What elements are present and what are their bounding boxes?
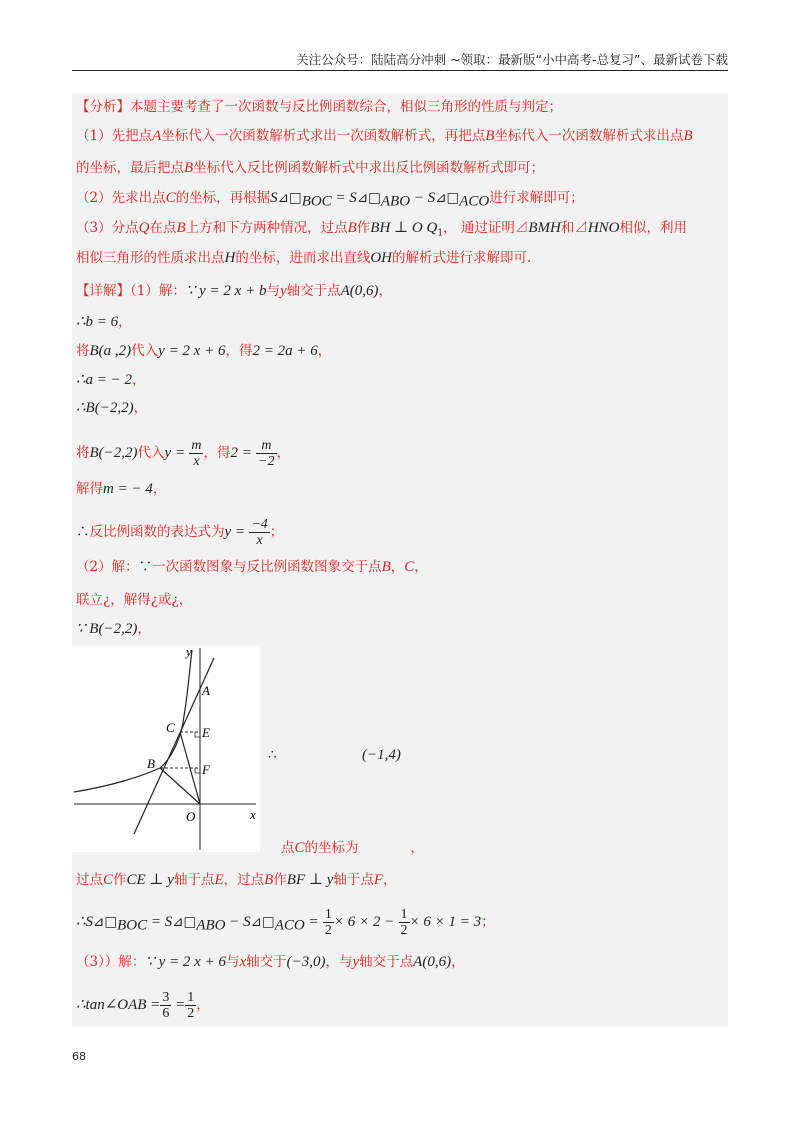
- analysis-line-5: （3）分点Q在点B上方和下方两种情况，过点B作BH ⊥ O $Q_1$， 通过证明⊿BMH和⊿HNO相似，利用: [76, 220, 688, 239]
- fraction-m-over-neg2: $\frac{m}{-2}$: [258, 438, 275, 469]
- detail-line-1: 【详解】（1）解：∵ y = 2 x + b与y轴交于点A(0,6)，: [76, 283, 393, 299]
- label-E: E: [202, 725, 210, 740]
- fraction-half-2: $\frac{1}{2}$: [400, 907, 408, 938]
- graph-svg: [72, 646, 260, 852]
- header-rule: [72, 70, 728, 71]
- page-header: 关注公众号：陆陆高分冲刺 ~领取：最新版“小中高考-总复习”、最新试卷下载: [296, 52, 728, 67]
- right-angle-F: [195, 768, 200, 773]
- label-y: y: [186, 646, 192, 659]
- analysis-line-4: （2）先求出点C的坐标，再根据$S⊿□_{BOC}$ = $S⊿□_{ABO}$ − $S⊿□_{ACO}$进行求解即可；: [76, 190, 584, 210]
- detail-line-3: 将B(a ,2)代入y = 2 x + 6，得2 = 2a + 6，: [76, 343, 332, 359]
- detail-line-2: ∴b = 6，: [76, 314, 132, 330]
- label-F: F: [202, 762, 210, 777]
- analysis-line-3: 的坐标，最后把点B坐标代入反比例函数解析式中求出反比例函数解析式即可；: [76, 160, 545, 176]
- fraction-half-1: $\frac{1}{2}$: [324, 907, 332, 938]
- detail-line-4: ∴a = − 2，: [76, 372, 146, 388]
- detail-line-10: 联立¿，解得¿或¿，: [76, 592, 193, 608]
- detail-line-5: ∴B(−2,2)，: [76, 400, 148, 416]
- detail-line-6: 将B(−2,2)代入y = $\frac{m}{x}$ ，得2 = $\frac{m}{-2}$ ，: [76, 438, 291, 469]
- detail-line-9: （2）解：∵一次函数图象与反比例函数图象交于点B，C，: [76, 559, 428, 575]
- detail-line-14: 过点C作CE ⊥ y轴于点E，过点B作BF ⊥ y轴于点F，: [76, 872, 397, 888]
- detail-line-15: $\therefore S⊿□_{BOC}$ = $S⊿□_{ABO}$ − $S⊿□_{ACO}$ = $\frac{1}{2}$ × 6 × 2 − $\frac{1}{2}$ × 6 × 1 = 3；: [76, 907, 495, 938]
- label-B: B: [147, 756, 155, 771]
- right-angle-E: [195, 732, 200, 737]
- therefore-symbol: ∴: [268, 747, 277, 763]
- page-number: 68: [72, 1050, 86, 1063]
- detail-line-16: （3））解：∵ y = 2 x + 6与x轴交于(−3,0)，与y轴交于点A(0,6)，: [76, 954, 465, 970]
- function-graph-figure: [72, 646, 260, 852]
- point-C-value: (−1,4): [362, 747, 401, 763]
- detail-line-7: 解得m = − 4，: [76, 481, 167, 497]
- analysis-line-2: （1）先把点A坐标代入一次函数解析式求出一次函数解析式，再把点B坐标代入一次函数解析式求出点B: [76, 128, 693, 144]
- fraction-m-over-x: $\frac{m}{x}$: [191, 438, 202, 469]
- label-O: O: [186, 809, 196, 824]
- segment-OB: [160, 768, 200, 804]
- analysis-line-6: 相似三角形的性质求出点H的坐标，进而求出直线OH的解析式进行求解即可.: [76, 250, 532, 266]
- label-x: x: [250, 807, 256, 822]
- fraction-3-over-6: $\frac{3}{6}$: [162, 990, 170, 1021]
- label-C: C: [166, 720, 175, 735]
- label-A: A: [202, 683, 210, 698]
- detail-line-17: ∴tan∠OAB = $\frac{3}{6}$ = $\frac{1}{2}$ ，: [76, 990, 210, 1021]
- detail-line-8: ∴反比例函数的表达式为y = $\frac{-4}{x}$ ；: [76, 517, 284, 548]
- detail-line-13: 点C的坐标为 ，: [281, 840, 425, 856]
- fraction-1-over-2: $\frac{1}{2}$: [187, 990, 195, 1021]
- analysis-line-1: 【分析】本题主要考查了一次函数与反比例函数综合，相似三角形的性质与判定；: [76, 99, 562, 115]
- fraction-neg4-over-x: $\frac{-4}{x}$: [251, 517, 268, 548]
- detail-line-11: ∵ B(−2,2)，: [76, 621, 151, 637]
